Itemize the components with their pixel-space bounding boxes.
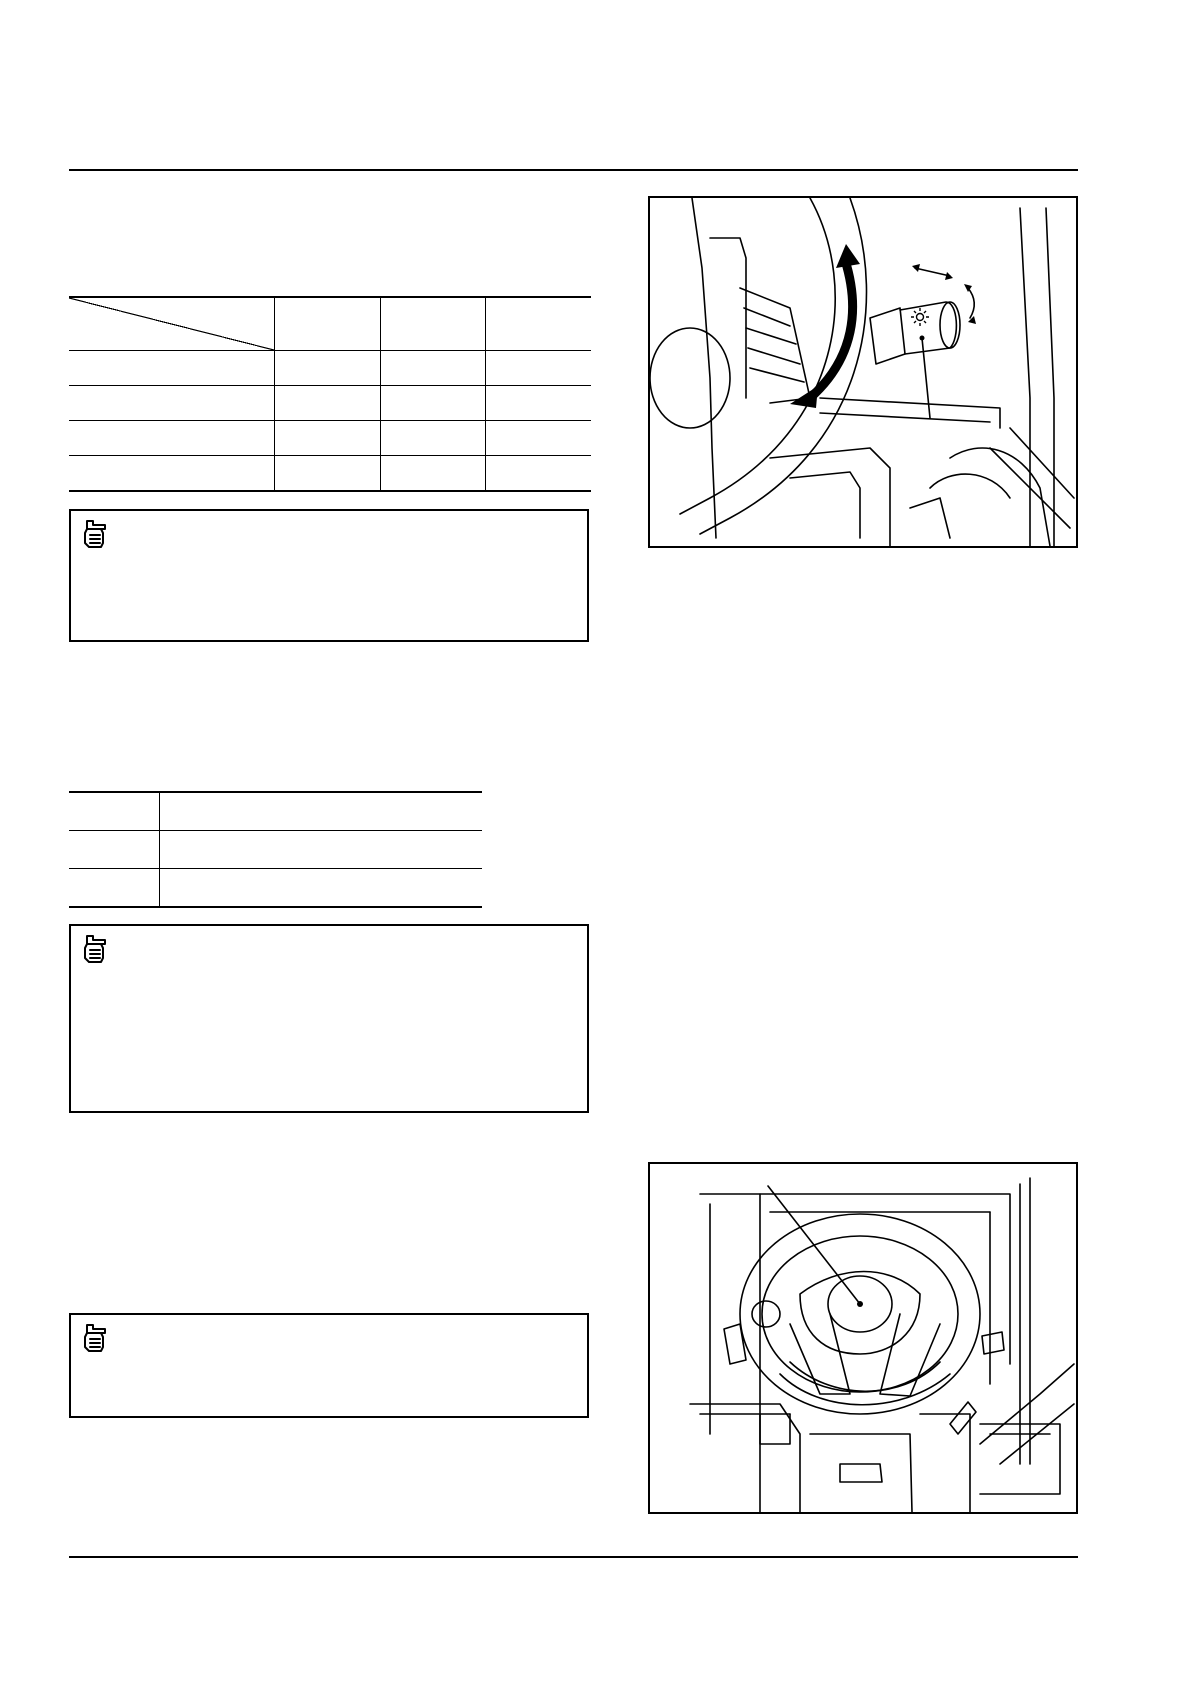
table-cell (486, 386, 591, 421)
table-cell (380, 421, 486, 456)
table-cell (275, 456, 381, 492)
table-cell (160, 869, 483, 908)
table-row (69, 792, 482, 831)
pointing-hand-icon (81, 1321, 111, 1353)
footer-rule (69, 1556, 1078, 1558)
table-cell (486, 351, 591, 386)
table-row (69, 421, 591, 456)
table-cell (486, 456, 591, 492)
spec-table (69, 296, 591, 492)
table-row (69, 869, 482, 908)
steering-wheel-illustration (650, 1164, 1076, 1512)
table-row (69, 831, 482, 869)
table-row (69, 351, 591, 386)
note-box (69, 1313, 589, 1418)
table-row (69, 456, 591, 492)
table-corner-cell (69, 297, 275, 351)
table-cell (275, 421, 381, 456)
table-header-cell (486, 297, 591, 351)
table-cell (275, 386, 381, 421)
table-cell (380, 456, 486, 492)
table-header-cell (275, 297, 381, 351)
table-cell (69, 792, 160, 831)
table-header-row (69, 297, 591, 351)
table-cell (160, 831, 483, 869)
note-box (69, 924, 589, 1113)
function-table (69, 791, 482, 908)
light-switch-illustration (650, 198, 1076, 546)
table-cell (69, 456, 275, 492)
table-cell (69, 386, 275, 421)
table-cell (380, 351, 486, 386)
pointing-hand-icon (81, 517, 111, 549)
table-cell (160, 792, 483, 831)
table-cell (69, 869, 160, 908)
light-switch-figure (648, 196, 1078, 548)
table-cell (69, 421, 275, 456)
table-cell (380, 386, 486, 421)
horn-button-figure (648, 1162, 1078, 1514)
note-box (69, 509, 589, 642)
table-header-cell (380, 297, 486, 351)
table-cell (69, 351, 275, 386)
header-rule (69, 169, 1078, 171)
table-cell (275, 351, 381, 386)
table-cell (69, 831, 160, 869)
pointing-hand-icon (81, 932, 111, 964)
table-row (69, 386, 591, 421)
table-cell (486, 421, 591, 456)
